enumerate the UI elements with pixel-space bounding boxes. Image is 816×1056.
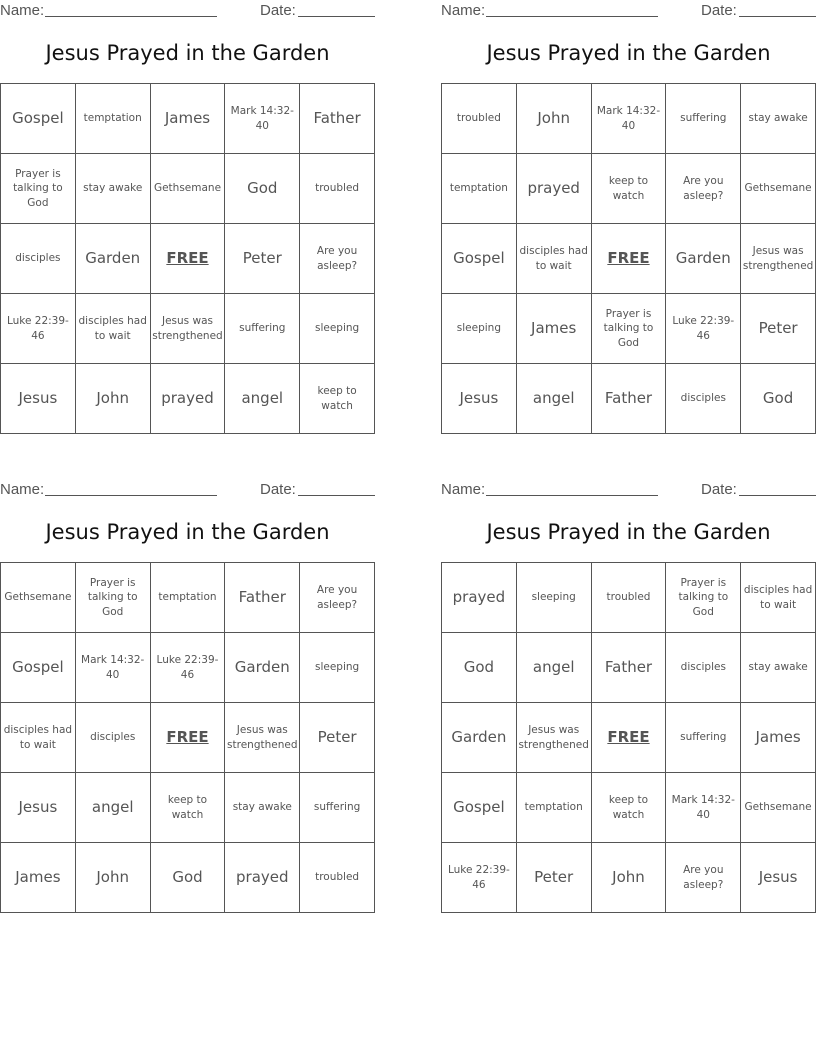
bingo-cell: Prayer is talking to God — [592, 294, 667, 364]
bingo-cell: temptation — [442, 154, 517, 224]
bingo-cell: Mark 14:32-40 — [592, 84, 667, 154]
bingo-cell: prayed — [151, 364, 226, 434]
bingo-cell: troubled — [300, 843, 375, 913]
bingo-cell: Gethsemane — [1, 563, 76, 633]
bingo-cell: Garden — [666, 224, 741, 294]
bingo-cell: James — [517, 294, 592, 364]
bingo-cell: suffering — [300, 773, 375, 843]
bingo-cell: Father — [300, 84, 375, 154]
bingo-cell: disciples had to wait — [741, 563, 816, 633]
bingo-cell: Mark 14:32-40 — [225, 84, 300, 154]
bingo-cell: Are you asleep? — [300, 224, 375, 294]
bingo-cell: Are you asleep? — [666, 154, 741, 224]
bingo-cell: temptation — [151, 563, 226, 633]
bingo-cell: Father — [592, 633, 667, 703]
bingo-cell: James — [1, 843, 76, 913]
bingo-cell: Gethsemane — [741, 773, 816, 843]
bingo-cell: God — [225, 154, 300, 224]
bingo-cell: Peter — [300, 703, 375, 773]
bingo-cell: Are you asleep? — [666, 843, 741, 913]
bingo-cell: Gospel — [1, 84, 76, 154]
card-title: Jesus Prayed in the Garden — [486, 520, 771, 544]
bingo-grid — [441, 83, 816, 434]
bingo-cell: Luke 22:39-46 — [151, 633, 226, 703]
bingo-cell: prayed — [225, 843, 300, 913]
bingo-cell: sleeping — [517, 563, 592, 633]
bingo-cell: Jesus was strengthened — [225, 703, 300, 773]
bingo-cell: angel — [76, 773, 151, 843]
bingo-cell: stay awake — [741, 84, 816, 154]
name-date-header — [441, 0, 816, 20]
bingo-cell: prayed — [517, 154, 592, 224]
bingo-cell: angel — [517, 364, 592, 434]
free-space: FREE — [592, 703, 667, 773]
name-date-header — [0, 479, 375, 499]
bingo-card — [441, 0, 816, 434]
bingo-cell: Gethsemane — [741, 154, 816, 224]
name-label: Name: — [0, 481, 45, 498]
bingo-cell: James — [741, 703, 816, 773]
bingo-cell: Garden — [442, 703, 517, 773]
bingo-cell: John — [517, 84, 592, 154]
bingo-cell: sleeping — [442, 294, 517, 364]
bingo-card — [0, 0, 375, 434]
bingo-cell: Garden — [225, 633, 300, 703]
name-label: Name: — [441, 2, 486, 19]
bingo-cell: Jesus — [741, 843, 816, 913]
bingo-cell: disciples had to wait — [76, 294, 151, 364]
bingo-cell: Are you asleep? — [300, 563, 375, 633]
date-blank-line — [739, 16, 816, 17]
card-title: Jesus Prayed in the Garden — [45, 41, 330, 65]
bingo-cell: John — [76, 364, 151, 434]
bingo-cell: Peter — [517, 843, 592, 913]
name-blank-line — [45, 495, 217, 496]
card-title: Jesus Prayed in the Garden — [45, 520, 330, 544]
bingo-cell: troubled — [442, 84, 517, 154]
bingo-cell: suffering — [225, 294, 300, 364]
bingo-cell: keep to watch — [300, 364, 375, 434]
name-blank-line — [486, 16, 658, 17]
free-space: FREE — [151, 703, 226, 773]
bingo-cell: stay awake — [741, 633, 816, 703]
bingo-cell: John — [76, 843, 151, 913]
date-label: Date: — [701, 481, 737, 498]
bingo-cell: disciples — [1, 224, 76, 294]
bingo-cell: Prayer is talking to God — [1, 154, 76, 224]
date-blank-line — [298, 16, 375, 17]
bingo-cell: Gospel — [1, 633, 76, 703]
bingo-cell: troubled — [300, 154, 375, 224]
name-blank-line — [486, 495, 658, 496]
bingo-cell: Jesus — [1, 364, 76, 434]
bingo-cell: Father — [225, 563, 300, 633]
bingo-cell: disciples — [76, 703, 151, 773]
bingo-cell: keep to watch — [151, 773, 226, 843]
bingo-cell: Gethsemane — [151, 154, 226, 224]
name-date-header — [0, 0, 375, 20]
bingo-cell: stay awake — [76, 154, 151, 224]
bingo-cell: Luke 22:39-46 — [1, 294, 76, 364]
bingo-cell: Garden — [76, 224, 151, 294]
date-blank-line — [739, 495, 816, 496]
bingo-cell: disciples had to wait — [517, 224, 592, 294]
name-date-header — [441, 479, 816, 499]
bingo-cell: Mark 14:32-40 — [76, 633, 151, 703]
bingo-cell: John — [592, 843, 667, 913]
bingo-cell: Gospel — [442, 224, 517, 294]
bingo-cell: Jesus — [442, 364, 517, 434]
name-label: Name: — [441, 481, 486, 498]
bingo-grid — [441, 562, 816, 913]
bingo-cell: Prayer is talking to God — [76, 563, 151, 633]
name-blank-line — [45, 16, 217, 17]
bingo-cell: Prayer is talking to God — [666, 563, 741, 633]
bingo-cell: Gospel — [442, 773, 517, 843]
bingo-cell: disciples — [666, 364, 741, 434]
bingo-cell: angel — [225, 364, 300, 434]
bingo-cell: disciples — [666, 633, 741, 703]
bingo-cell: God — [741, 364, 816, 434]
bingo-cell: keep to watch — [592, 154, 667, 224]
bingo-cell: God — [442, 633, 517, 703]
bingo-cell: Luke 22:39-46 — [442, 843, 517, 913]
card-title: Jesus Prayed in the Garden — [486, 41, 771, 65]
bingo-cell: angel — [517, 633, 592, 703]
bingo-card — [441, 479, 816, 913]
bingo-cell: Luke 22:39-46 — [666, 294, 741, 364]
bingo-cell: temptation — [76, 84, 151, 154]
bingo-cell: disciples had to wait — [1, 703, 76, 773]
bingo-cell: Jesus — [1, 773, 76, 843]
bingo-cell: troubled — [592, 563, 667, 633]
bingo-cell: sleeping — [300, 294, 375, 364]
bingo-grid — [0, 83, 375, 434]
bingo-cell: Jesus was strengthened — [517, 703, 592, 773]
date-label: Date: — [701, 2, 737, 19]
bingo-cell: stay awake — [225, 773, 300, 843]
free-space: FREE — [151, 224, 226, 294]
free-space: FREE — [592, 224, 667, 294]
bingo-cell: Jesus was strengthened — [151, 294, 226, 364]
bingo-card — [0, 479, 375, 913]
date-label: Date: — [260, 481, 296, 498]
name-label: Name: — [0, 2, 45, 19]
bingo-cell: keep to watch — [592, 773, 667, 843]
date-blank-line — [298, 495, 375, 496]
date-label: Date: — [260, 2, 296, 19]
bingo-cell: suffering — [666, 84, 741, 154]
bingo-cell: Mark 14:32-40 — [666, 773, 741, 843]
bingo-cell: prayed — [442, 563, 517, 633]
bingo-cell: temptation — [517, 773, 592, 843]
bingo-cell: James — [151, 84, 226, 154]
bingo-grid — [0, 562, 375, 913]
bingo-cell: suffering — [666, 703, 741, 773]
bingo-cell: God — [151, 843, 226, 913]
bingo-cell: Peter — [225, 224, 300, 294]
bingo-cell: Father — [592, 364, 667, 434]
bingo-cell: Peter — [741, 294, 816, 364]
bingo-cell: sleeping — [300, 633, 375, 703]
bingo-cell: Jesus was strengthened — [741, 224, 816, 294]
